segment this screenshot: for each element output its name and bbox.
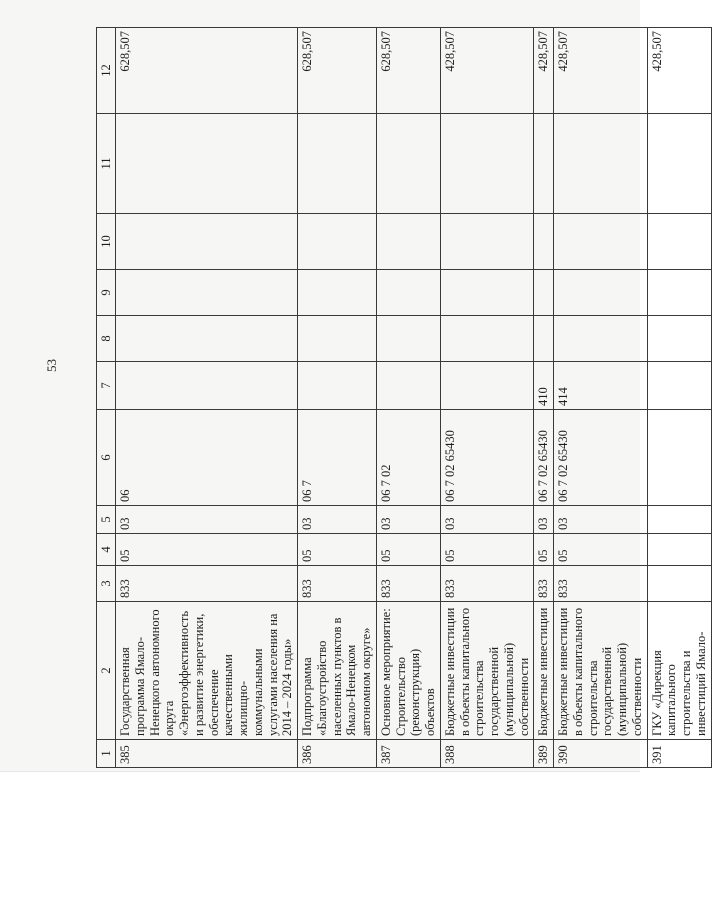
col-8-cell [376, 316, 440, 362]
subsection-code-cell: 03 [554, 506, 648, 534]
section-code-cell: 05 [298, 534, 377, 566]
col-8-cell [534, 316, 554, 362]
column-header: 9 [97, 270, 116, 316]
ministry-code-cell: 833 [376, 566, 440, 602]
ministry-code-cell: 833 [116, 566, 298, 602]
col-10-cell [534, 214, 554, 270]
column-header: 7 [97, 362, 116, 410]
subsection-code-cell: 03 [440, 506, 534, 534]
row-name-cell: Бюджетные инвестиции [534, 602, 554, 740]
amount-cell: 428,507 [554, 28, 648, 114]
col-10-cell [376, 214, 440, 270]
col-9-cell [554, 270, 648, 316]
row-number-cell: 391 [647, 740, 711, 768]
col-9-cell [534, 270, 554, 316]
column-header: 1 [97, 740, 116, 768]
expense-type-code-cell [298, 362, 377, 410]
expense-type-code-cell [647, 362, 711, 410]
target-article-code-cell: 06 7 02 65430 [440, 410, 534, 506]
col-11-cell [554, 114, 648, 214]
target-article-code-cell: 06 7 02 65430 [554, 410, 648, 506]
amount-cell: 628,507 [298, 28, 377, 114]
ministry-code-cell: 833 [534, 566, 554, 602]
row-name-cell: Подпрограмма «Благоустройство населенных пунктов в Ямало-Ненецком автономном округе» [298, 602, 377, 740]
table-row [554, 28, 648, 768]
table-row [440, 28, 534, 768]
section-code-cell: 05 [376, 534, 440, 566]
col-11-cell [647, 114, 711, 214]
amount-cell: 628,507 [116, 28, 298, 114]
table-body [97, 28, 712, 768]
budget-table [96, 27, 712, 768]
col-8-cell [647, 316, 711, 362]
subsection-code-cell: 03 [298, 506, 377, 534]
section-code-cell: 05 [440, 534, 534, 566]
table-row [116, 28, 298, 768]
col-9-cell [376, 270, 440, 316]
col-8-cell [440, 316, 534, 362]
row-number-cell: 387 [376, 740, 440, 768]
row-name-cell: Государственная программа Ямало-Ненецкого автономного округа «Энергоэффективность и развитие энергетики, обеспечение качественными жилищно-коммунальными услугами населения на 2014 – 2024 годы» [116, 602, 298, 740]
row-name-cell: ГКУ «Дирекция капитального строительства и инвестиций Ямало- [647, 602, 711, 740]
ministry-code-cell: 833 [298, 566, 377, 602]
col-8-cell [298, 316, 377, 362]
subsection-code-cell [647, 506, 711, 534]
column-header: 5 [97, 506, 116, 534]
section-code-cell: 05 [116, 534, 298, 566]
table-row [534, 28, 554, 768]
col-10-cell [647, 214, 711, 270]
ministry-code-cell: 833 [554, 566, 648, 602]
section-code-cell [647, 534, 711, 566]
section-code-cell: 05 [534, 534, 554, 566]
column-header: 3 [97, 566, 116, 602]
expense-type-code-cell [376, 362, 440, 410]
amount-cell: 628,507 [376, 28, 440, 114]
row-number-cell: 388 [440, 740, 534, 768]
table-row [647, 28, 711, 768]
col-10-cell [554, 214, 648, 270]
subsection-code-cell: 03 [376, 506, 440, 534]
amount-cell: 428,507 [647, 28, 711, 114]
col-11-cell [116, 114, 298, 214]
expense-type-code-cell [116, 362, 298, 410]
section-code-cell: 05 [554, 534, 648, 566]
col-8-cell [116, 316, 298, 362]
col-9-cell [116, 270, 298, 316]
column-header: 4 [97, 534, 116, 566]
subsection-code-cell: 03 [116, 506, 298, 534]
col-11-cell [534, 114, 554, 214]
ministry-code-cell: 833 [440, 566, 534, 602]
col-8-cell [554, 316, 648, 362]
col-11-cell [376, 114, 440, 214]
target-article-code-cell: 06 7 02 65430 [534, 410, 554, 506]
target-article-code-cell: 06 [116, 410, 298, 506]
expense-type-code-cell: 414 [554, 362, 648, 410]
col-9-cell [440, 270, 534, 316]
col-10-cell [298, 214, 377, 270]
col-10-cell [440, 214, 534, 270]
row-name-cell: Бюджетные инвестиции в объекты капитального строительства государственной (муниципальной) собственности [440, 602, 534, 740]
row-name-cell: Основное мероприятие: Строительство (реконструкция) объектов [376, 602, 440, 740]
table-row [376, 28, 440, 768]
row-number-cell: 390 [554, 740, 648, 768]
col-9-cell [647, 270, 711, 316]
col-11-cell [440, 114, 534, 214]
col-11-cell [298, 114, 377, 214]
column-header: 11 [97, 114, 116, 214]
column-header: 2 [97, 602, 116, 740]
target-article-code-cell [647, 410, 711, 506]
row-number-cell: 389 [534, 740, 554, 768]
col-9-cell [298, 270, 377, 316]
table-row [298, 28, 377, 768]
row-number-cell: 385 [116, 740, 298, 768]
expense-type-code-cell [440, 362, 534, 410]
amount-cell: 428,507 [534, 28, 554, 114]
amount-cell: 428,507 [440, 28, 534, 114]
row-name-cell: Бюджетные инвестиции в объекты капитального строительства государственной (муниципальной) собственности [554, 602, 648, 740]
expense-type-code-cell: 410 [534, 362, 554, 410]
rotated-table-wrapper [96, 28, 708, 768]
target-article-code-cell: 06 7 [298, 410, 377, 506]
col-10-cell [116, 214, 298, 270]
column-header: 12 [97, 28, 116, 114]
target-article-code-cell: 06 7 02 [376, 410, 440, 506]
row-number-cell: 386 [298, 740, 377, 768]
page-number: 53 [44, 359, 59, 372]
column-header: 6 [97, 410, 116, 506]
column-number-header-row [97, 28, 116, 768]
subsection-code-cell: 03 [534, 506, 554, 534]
ministry-code-cell [647, 566, 711, 602]
column-header: 10 [97, 214, 116, 270]
column-header: 8 [97, 316, 116, 362]
